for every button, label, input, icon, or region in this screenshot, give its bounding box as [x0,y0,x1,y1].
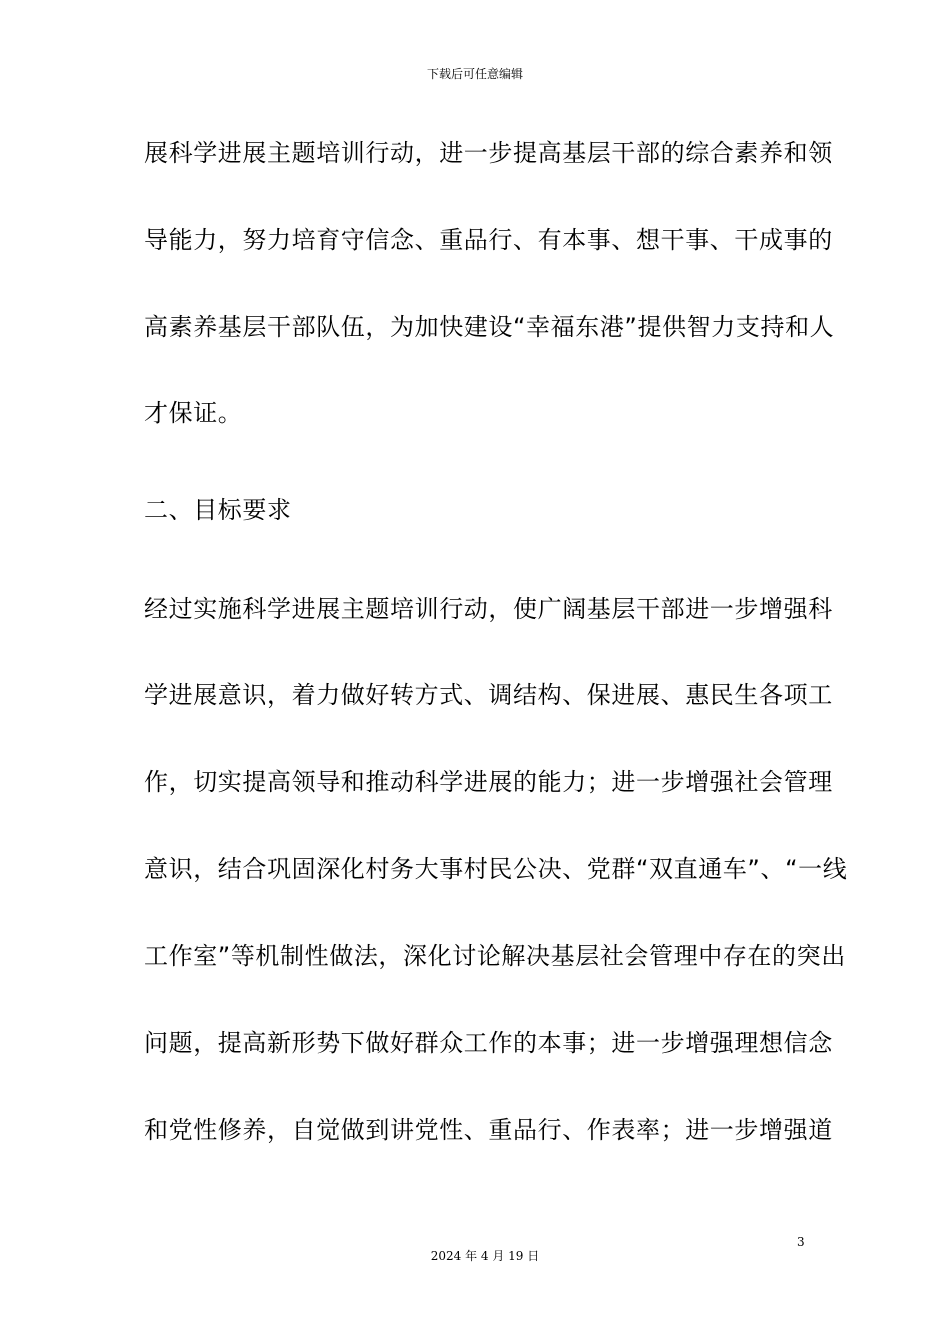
body-line: 工作室”等机制性做法，深化讨论解决基层社会管理中存在的突出 [144,942,846,970]
page-number: 3 [797,1235,805,1249]
section-heading: 二、目标要求 [144,496,292,524]
body-line: 导能力，努力培育守信念、重品行、有本事、想干事、干成事的 [144,226,833,254]
body-line: 和党性修养，自觉做到讲党性、重品行、作表率；进一步增强道 [144,1116,833,1144]
body-line: 作，切实提高领导和推动科学进展的能力；进一步增强社会管理 [144,768,833,796]
body-line: 意识，结合巩固深化村务大事村民公决、党群“双直通车”、“一线 [144,855,848,883]
body-line: 展科学进展主题培训行动，进一步提高基层干部的综合素养和领 [144,139,833,167]
body-line: 问题，提高新形势下做好群众工作的本事；进一步增强理想信念 [144,1029,833,1057]
page-header: 下载后可任意编辑 [426,67,523,81]
body-line: 经过实施科学进展主题培训行动，使广阔基层干部进一步增强科 [144,595,833,623]
body-line: 高素养基层干部队伍，为加快建设“幸福东港”提供智力支持和人 [144,313,835,341]
footer-date: 2024 年 4 月 19 日 [430,1249,540,1263]
body-line: 学进展意识，着力做好转方式、调结构、保进展、惠民生各项工 [144,681,833,709]
body-line: 才保证。 [144,399,243,427]
